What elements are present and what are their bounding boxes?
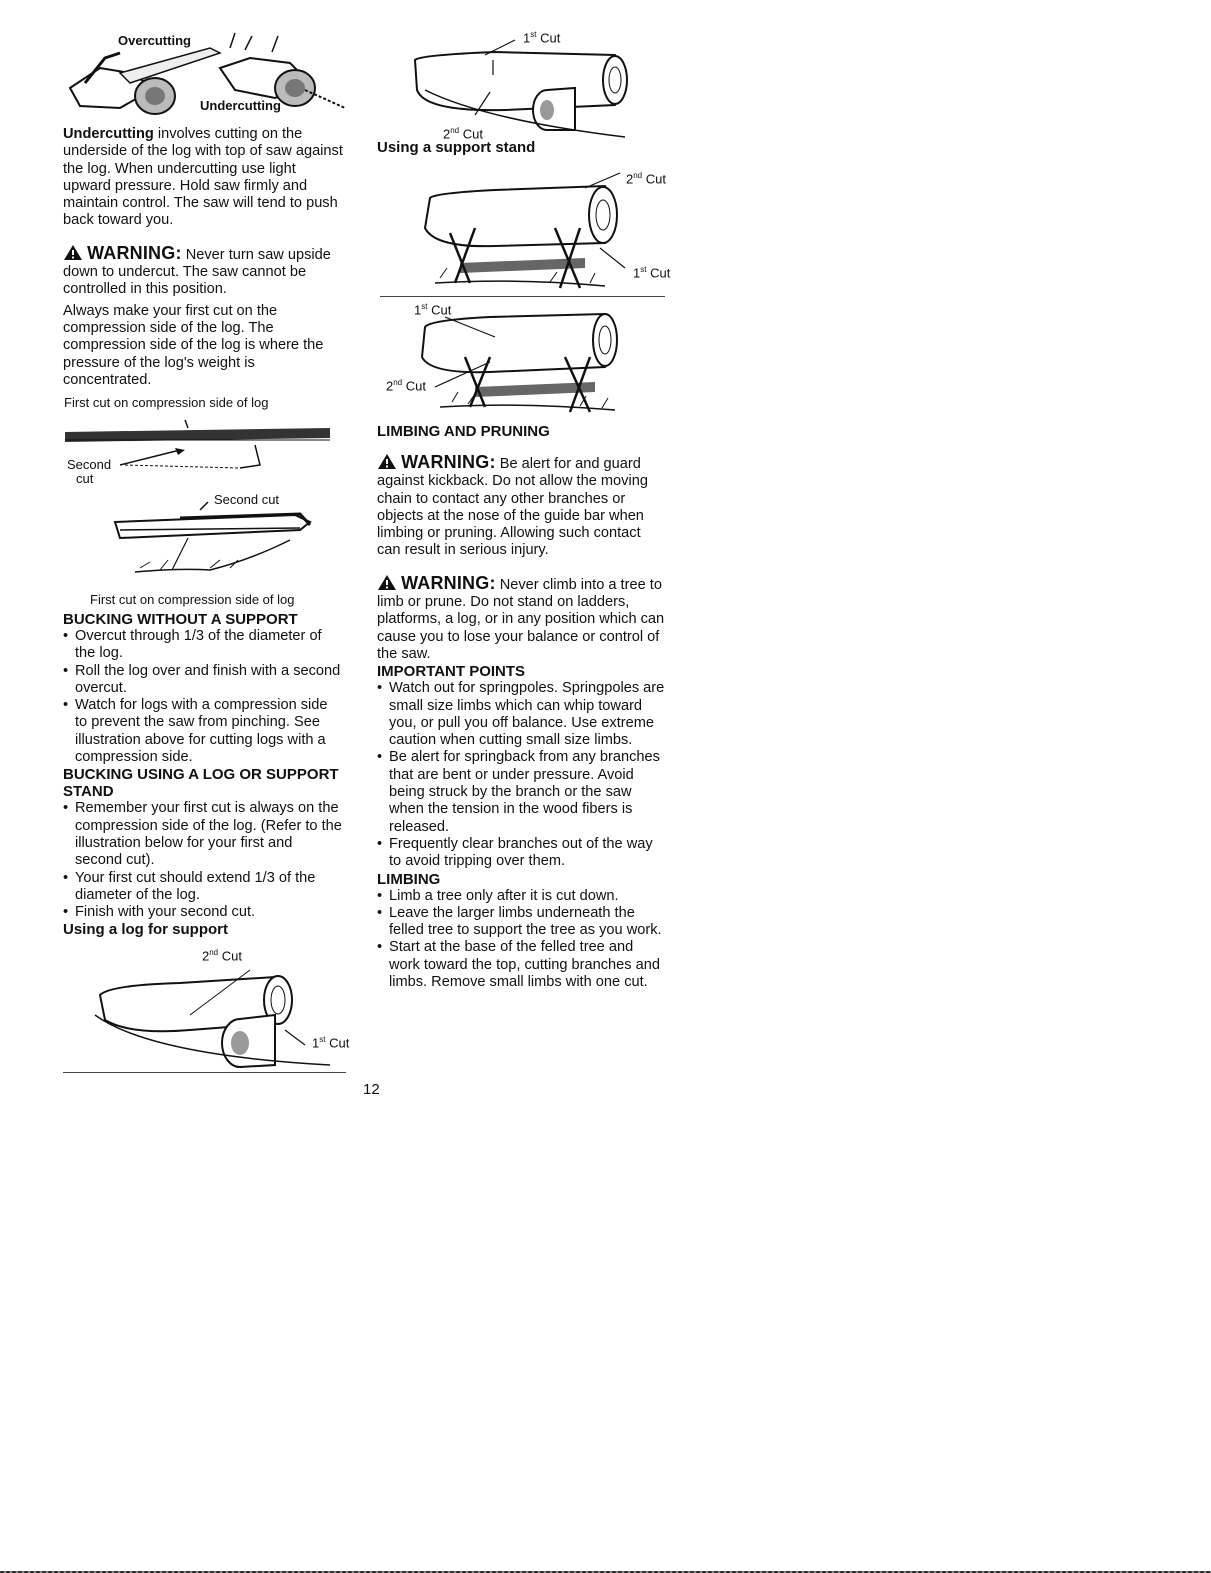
bucking-using-stand-heading: BUCKING USING A LOG OR SUPPORT STAND: [63, 766, 339, 801]
warning-1: [63, 244, 343, 299]
limbing-heading: LIMBING: [377, 870, 441, 888]
warning-triangle-icon: [63, 247, 87, 263]
warning-3-word: WARNING:: [401, 572, 496, 593]
undercutting-term: Undercutting: [63, 126, 154, 142]
undercutting-text: involves cutting on the underside of the log with top of saw against the log. When undercutting use light upward pressure. Hold saw firmly and maintain control. The saw will tend to push back toward you.: [63, 126, 343, 229]
page-number: 12: [363, 1081, 380, 1098]
bucking-without-support-list: [63, 628, 343, 766]
left-column: [63, 126, 343, 389]
compression-paragraph: Always make your first cut on the compression side of the log. The compression side of the log is where the pressure of the log's weight is concentrated.: [63, 302, 324, 388]
bucking-using-stand-list: [63, 800, 343, 921]
warning-3-text: Never climb into a tree to limb or prune. Do not stand on ladders, platforms, a log, or in any position which can cause you to lose your balance or control of the saw.: [377, 576, 665, 662]
second-cut-label-log: 2nd Cut: [202, 948, 242, 964]
list-item: • Limb a tree only after it is cut down.: [377, 888, 667, 905]
list-item: • Watch for logs with a compression side to prevent the saw from pinching. See illustration above for cutting logs with a compression side.: [63, 697, 343, 766]
undercutting-label: Undercutting: [200, 98, 281, 113]
right-divider: [380, 296, 665, 297]
second-cut-lower-label: Second cut: [214, 492, 280, 507]
list-item: • Your first cut should extend 1/3 of the diameter of the log.: [63, 870, 343, 905]
compression-cut-illustration: [60, 395, 340, 610]
undercutting-paragraph: [63, 126, 343, 230]
right-column: [377, 423, 667, 991]
list-item: • Leave the larger limbs underneath the felled tree to support the tree as you work.: [377, 905, 667, 940]
list-item: • Start at the base of the felled tree and work toward the top, cutting branches and limbs. Remove small limbs with one cut.: [377, 939, 667, 991]
warning-2: [377, 453, 667, 560]
bucking-without-support-heading: BUCKING WITHOUT A SUPPORT: [63, 611, 298, 628]
log-support-illustration: [90, 948, 350, 1075]
second-cut-label-stand1: 2nd Cut: [626, 171, 666, 187]
first-cut-label-top: 1st Cut: [523, 30, 561, 46]
second-cut-label-top: 2nd Cut: [443, 126, 483, 142]
compression-bottom-caption: First cut on compression side of log: [90, 592, 295, 607]
list-item: • Overcut through 1/3 of the diameter of the log.: [63, 628, 343, 663]
first-cut-label-stand1: 1st Cut: [633, 265, 671, 281]
warning-3: [377, 574, 667, 663]
list-item: • Watch out for springpoles. Springpoles are small size limbs which can whip toward you, or pull you off balance. Use extreme caution when cutting small size limbs.: [377, 680, 667, 749]
log-support-heading: Using a log for support: [63, 921, 228, 939]
limbing-pruning-heading: LIMBING AND PRUNING: [377, 423, 550, 440]
warning-1-word: WARNING:: [87, 242, 182, 263]
list-item: • Roll the log over and finish with a second overcut.: [63, 663, 343, 698]
first-cut-label-log: 1st Cut: [312, 1035, 350, 1051]
limbing-list: [377, 888, 667, 992]
left-bottom-divider: [63, 1072, 346, 1073]
warning-2-word: WARNING:: [401, 452, 496, 472]
list-item: • Remember your first cut is always on the compression side of the log. (Refer to the illustration below for your first and second cut).: [63, 800, 343, 869]
support-stand-illustration-1: [395, 168, 671, 296]
support-stand-heading: Using a support stand: [377, 139, 536, 156]
overcut-undercut-illustration: [60, 28, 350, 120]
second-cut-label-stand2: 2nd Cut: [386, 378, 426, 394]
top-log-illustration: [405, 30, 645, 150]
warning-2-text: Be alert for and guard against kickback. Do not allow the moving chain to contact any other branches or objects at the nose of the guide bar when limbing or pruning. Allowing such contact can result in serious injury.: [377, 456, 648, 559]
support-stand-illustration-2: [380, 302, 640, 420]
list-item: • Finish with your second cut.: [63, 904, 343, 921]
second-label: Second: [67, 457, 112, 472]
first-cut-label-stand2: 1st Cut: [414, 302, 452, 318]
overcutting-label: Overcutting: [118, 33, 191, 48]
cut-label: cut: [76, 471, 94, 486]
left-column-bucking: [63, 611, 343, 939]
warning-triangle-icon: [377, 577, 401, 593]
list-item: • Frequently clear branches out of the way to avoid tripping over them.: [377, 836, 667, 871]
important-points-heading: IMPORTANT POINTS: [377, 663, 526, 681]
compression-top-caption: First cut on compression side of log: [64, 395, 269, 410]
list-item: • Be alert for springback from any branches that are bent or under pressure. Avoid being struck by the branch or the saw when the tension in the wood fibers is released.: [377, 749, 667, 835]
warning-triangle-icon: [377, 456, 401, 472]
important-points-list: [377, 680, 667, 870]
warning-1-text: Never turn saw upside down to undercut. The saw cannot be controlled in this position.: [63, 246, 331, 298]
